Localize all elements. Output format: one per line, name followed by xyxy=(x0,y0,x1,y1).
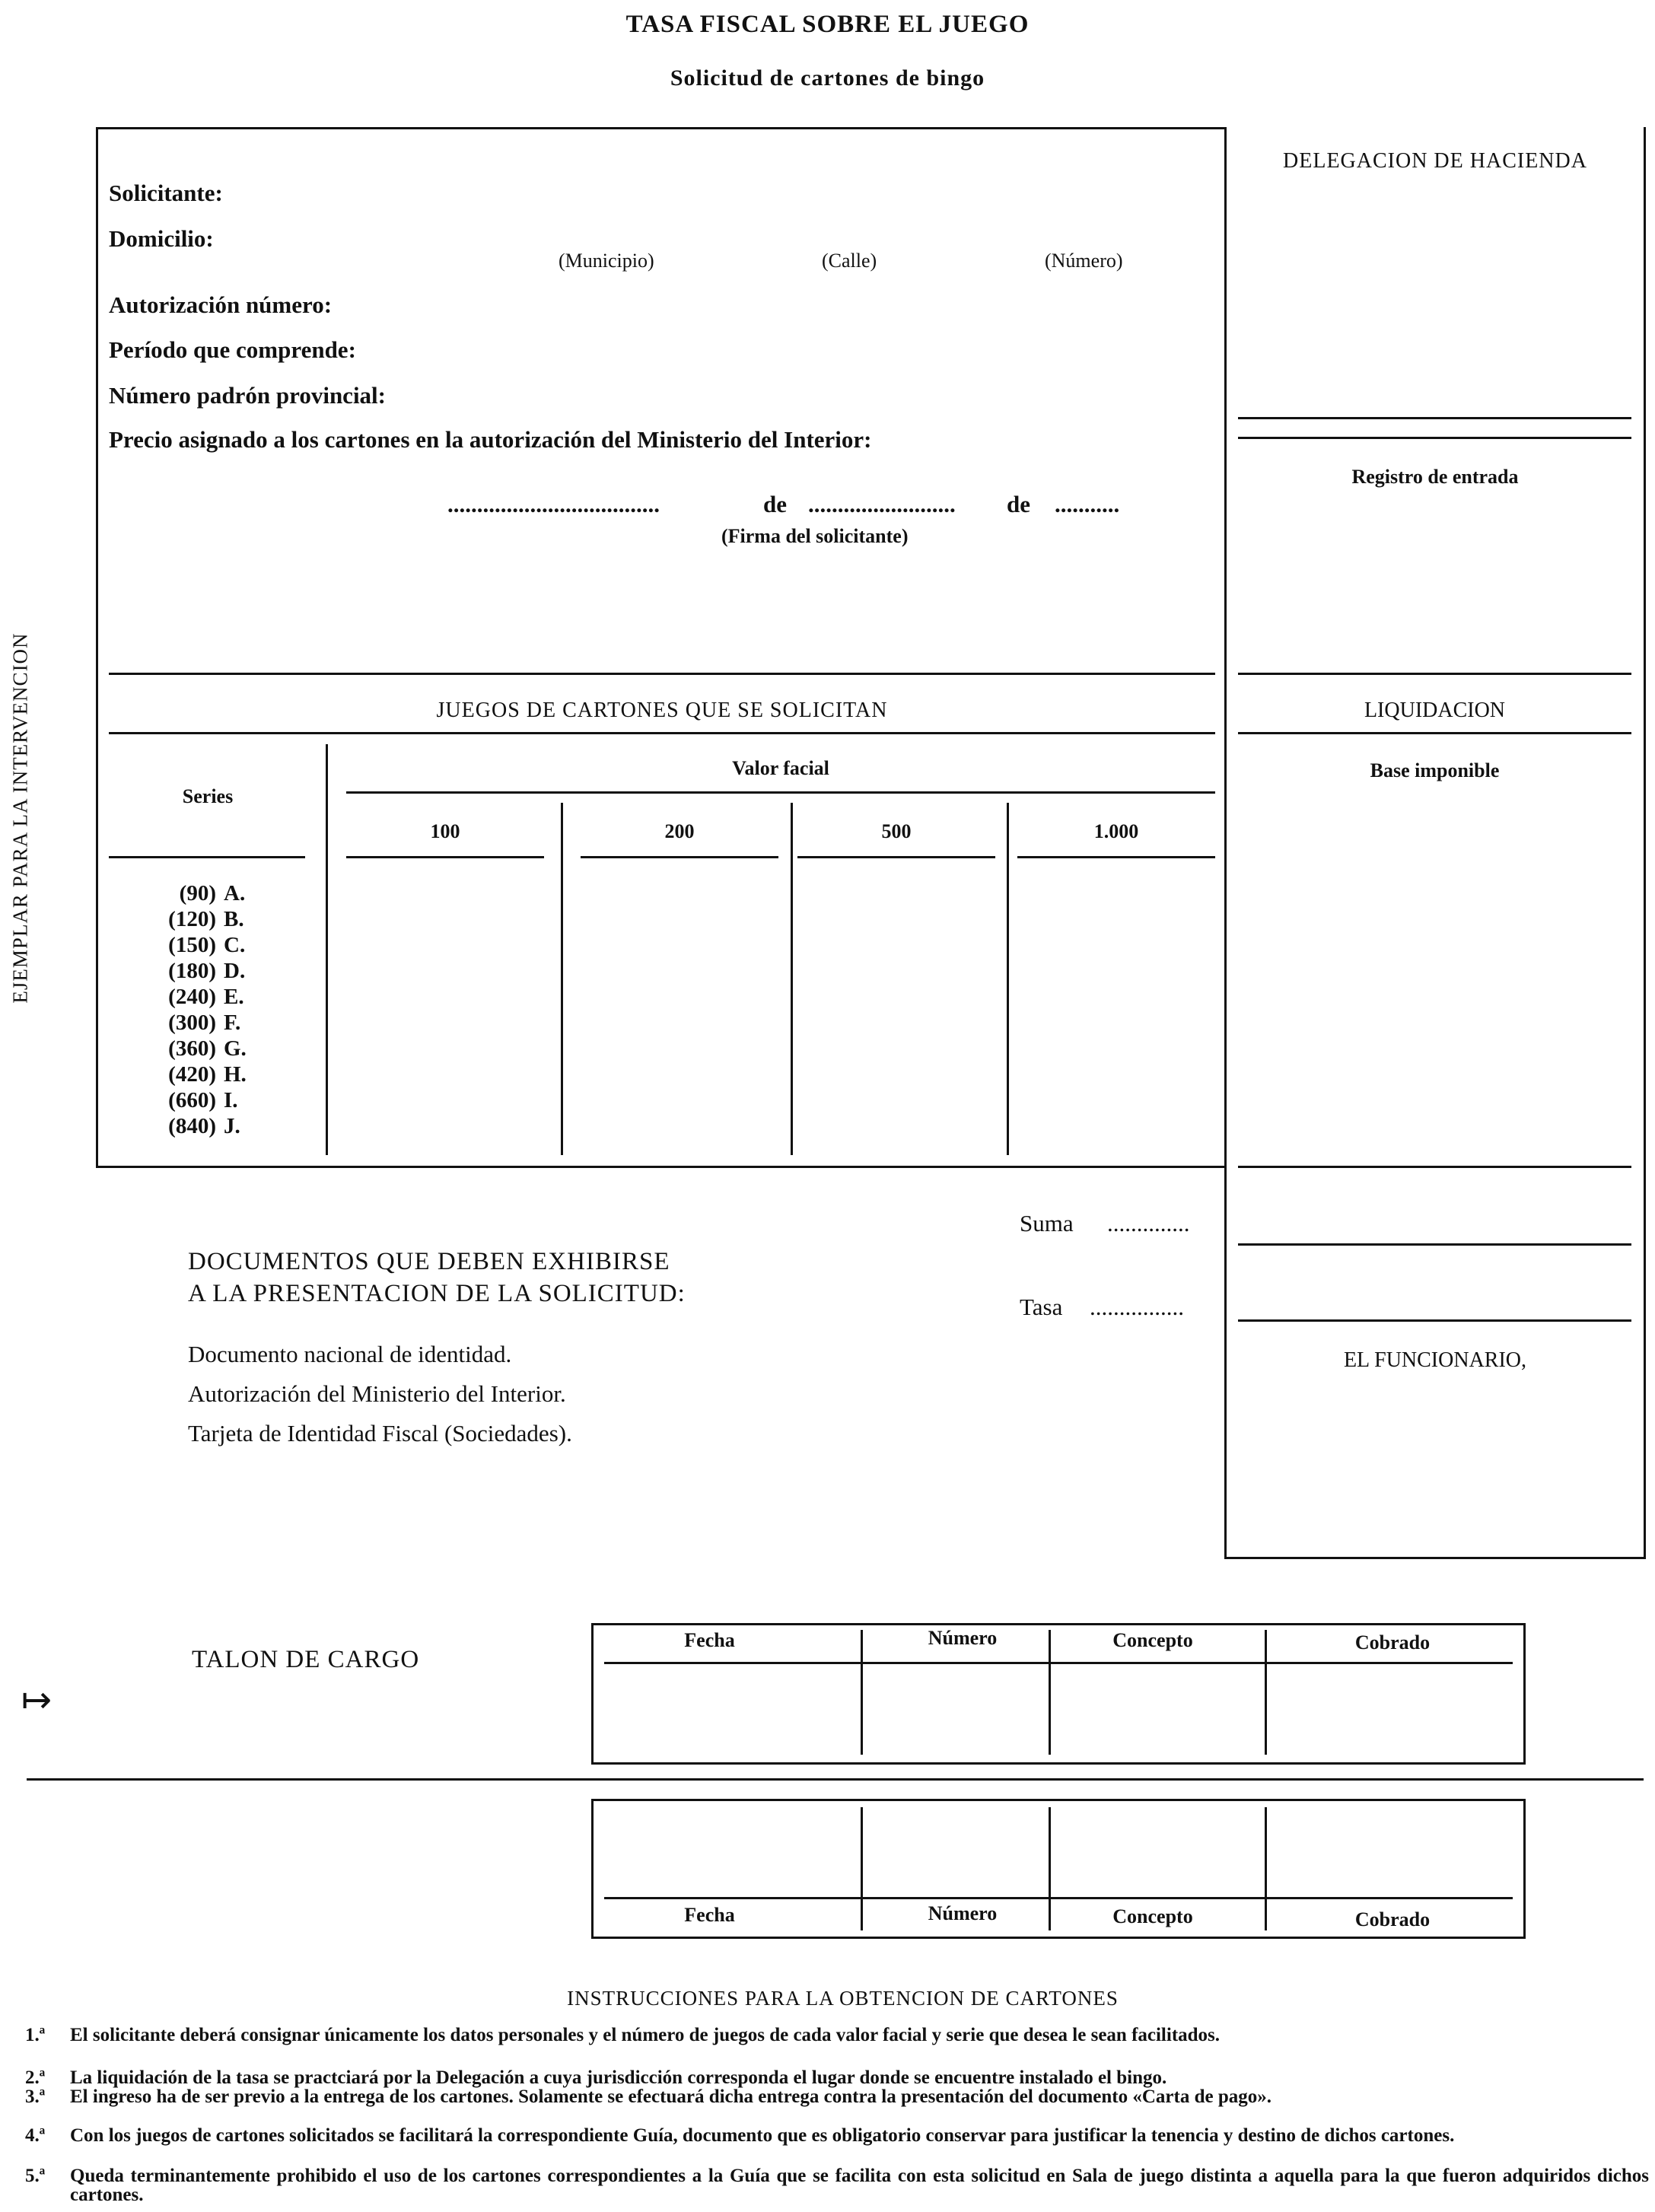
padron-label: Número padrón provincial: xyxy=(109,382,386,409)
delegacion-rule-2 xyxy=(1238,437,1631,439)
fecha-dots-2: ......................... xyxy=(808,491,956,517)
talon-upper-concepto: Concepto xyxy=(1112,1629,1193,1651)
documento-item: Tarjeta de Identidad Fiscal (Sociedades). xyxy=(188,1420,572,1447)
talon-upper-div-2 xyxy=(1049,1630,1051,1755)
valor-facial-label: Valor facial xyxy=(732,757,829,779)
domicilio-label: Domicilio: xyxy=(109,225,214,252)
tasa-dots: ................ xyxy=(1090,1294,1184,1320)
fecha-dots-3: ........... xyxy=(1055,491,1120,517)
series-row: (180) D. xyxy=(168,959,246,983)
calle-caption: (Calle) xyxy=(822,250,877,272)
series-row: (90) A. xyxy=(179,881,246,905)
series-row: (360) G. xyxy=(168,1036,247,1061)
registro-label: Registro de entrada xyxy=(1351,466,1519,488)
liquidacion-rule-3 xyxy=(1238,1319,1631,1322)
documentos-heading-1: DOCUMENTOS QUE DEBEN EXHIBIRSE xyxy=(188,1248,670,1275)
main-bottom-border xyxy=(96,1166,1227,1168)
talon-lower-concepto: Concepto xyxy=(1112,1905,1193,1927)
talon-upper-div-1 xyxy=(861,1630,863,1755)
talon-upper-rule xyxy=(604,1662,1513,1664)
base-imponible-label: Base imponible xyxy=(1370,759,1500,781)
main-top-border xyxy=(96,127,1227,129)
instruccion-text: La liquidación de la tasa se practciará por la Delegación a cuya jurisdicción corresponda el lugar donde se encuentre instalado el bingo. xyxy=(70,2067,1167,2088)
series-divider xyxy=(326,744,328,1155)
liquidacion-top-rule xyxy=(1238,673,1631,675)
valor-facial-rule xyxy=(346,791,1215,794)
autorizacion-label: Autorización número: xyxy=(109,291,333,318)
documento-item: Documento nacional de identidad. xyxy=(188,1341,512,1367)
col-rule-200 xyxy=(581,856,778,858)
series-row: (840) J. xyxy=(168,1114,240,1138)
valor-200: 200 xyxy=(664,820,695,842)
liquidacion-heading: LIQUIDACION xyxy=(1364,699,1506,722)
form-title: TASA FISCAL SOBRE EL JUEGO xyxy=(625,11,1030,38)
valor-500: 500 xyxy=(881,820,912,842)
cut-arrow-icon: ↦ xyxy=(21,1679,53,1721)
right-bottom-border xyxy=(1224,1557,1646,1559)
periodo-label: Período que comprende: xyxy=(109,336,356,363)
series-rule xyxy=(109,856,305,858)
talon-label: TALON DE CARGO xyxy=(192,1646,420,1673)
talon-lower-div-1 xyxy=(861,1807,863,1930)
series-row: (300) F. xyxy=(168,1011,241,1035)
juegos-bottom-rule xyxy=(109,732,1215,734)
fecha-de-1: de xyxy=(763,491,787,517)
series-row: (660) I. xyxy=(168,1088,238,1112)
instruccion-number: 2.ª xyxy=(25,2067,46,2088)
liquidacion-rule-2 xyxy=(1238,1243,1631,1246)
fecha-de-2: de xyxy=(1007,491,1030,517)
talon-upper-cobrado: Cobrado xyxy=(1354,1631,1431,1653)
tasa-label: Tasa xyxy=(1020,1294,1063,1320)
col-divider-3 xyxy=(1007,803,1009,1155)
juegos-top-rule xyxy=(109,673,1215,675)
series-row: (150) C. xyxy=(168,933,246,957)
talon-lower-cobrado: Cobrado xyxy=(1354,1908,1431,1930)
suma-label: Suma xyxy=(1020,1210,1074,1236)
series-row: (240) E. xyxy=(168,985,244,1009)
right-border xyxy=(1644,127,1646,1559)
series-row: (120) B. xyxy=(168,907,244,931)
col-rule-100 xyxy=(346,856,544,858)
documento-item: Autorización del Ministerio del Interior. xyxy=(188,1380,566,1407)
fecha-dots-1: .................................... xyxy=(447,491,660,517)
col-rule-1000 xyxy=(1017,856,1215,858)
firma-caption: (Firma del solicitante) xyxy=(721,525,909,547)
liquidacion-rule-1 xyxy=(1238,1166,1631,1168)
instruccion-number: 3.ª xyxy=(25,2086,46,2107)
numero-caption: (Número) xyxy=(1045,250,1123,272)
col-divider-2 xyxy=(791,803,793,1155)
talon-upper-fecha: Fecha xyxy=(684,1629,735,1651)
municipio-caption: (Municipio) xyxy=(559,250,654,272)
middle-divider xyxy=(1224,127,1227,1559)
talon-lower-fecha: Fecha xyxy=(684,1904,735,1926)
talon-upper-div-3 xyxy=(1265,1630,1267,1755)
series-list xyxy=(114,880,251,1139)
liquidacion-bottom-rule xyxy=(1238,732,1631,734)
talon-lower-numero: Número xyxy=(928,1902,998,1924)
main-left-border xyxy=(96,127,98,1168)
instruccion-number: 5.ª xyxy=(25,2166,46,2186)
talon-lower-rule xyxy=(604,1897,1513,1899)
col-divider-1 xyxy=(561,803,563,1155)
cut-line xyxy=(27,1778,1644,1781)
valor-100: 100 xyxy=(430,820,460,842)
delegacion-heading: DELEGACION DE HACIENDA xyxy=(1283,149,1587,173)
talon-upper-numero: Número xyxy=(928,1627,998,1649)
instrucciones-heading: INSTRUCCIONES PARA LA OBTENCION DE CARTONES xyxy=(567,1987,1119,2010)
instruccion-text: Queda terminantemente prohibido el uso de los cartones correspondientes a la Guía que se facilita con esta solicitud en Sala de juego distinta a aquella para la que fueron adquiridos dichos cartones. xyxy=(70,2166,1649,2205)
side-label: EJEMPLAR PARA LA INTERVENCION xyxy=(8,632,32,1004)
instruccion-number: 1.ª xyxy=(25,2025,46,2045)
valor-1000: 1.000 xyxy=(1093,820,1139,842)
instruccion-text: Con los juegos de cartones solicitados se facilitará la correspondiente Guía, documento que es obligatorio conservar para justificar la tenencia y destino de dichos cartones. xyxy=(70,2125,1455,2146)
suma-dots: .............. xyxy=(1107,1210,1190,1236)
instruccion-text: El solicitante deberá consignar únicamente los datos personales y el número de juegos de cada valor facial y serie que desea le sean facilitados. xyxy=(70,2025,1221,2045)
instruccion-text: El ingreso ha de ser previo a la entrega de los cartones. Solamente se efectuará dicha entrega contra la presentación del documento «Carta de pago». xyxy=(70,2086,1272,2107)
delegacion-rule-1 xyxy=(1238,417,1631,419)
juegos-heading: JUEGOS DE CARTONES QUE SE SOLICITAN xyxy=(436,699,888,722)
series-row: (420) H. xyxy=(168,1062,247,1087)
series-label: Series xyxy=(182,785,234,807)
talon-lower-div-3 xyxy=(1265,1807,1267,1930)
instruccion-number: 4.ª xyxy=(25,2125,46,2146)
documentos-heading-2: A LA PRESENTACION DE LA SOLICITUD: xyxy=(188,1280,686,1307)
form-subtitle: Solicitud de cartones de bingo xyxy=(670,65,985,91)
col-rule-500 xyxy=(797,856,995,858)
solicitante-label: Solicitante: xyxy=(109,180,223,206)
precio-label: Precio asignado a los cartones en la autorización del Ministerio del Interior: xyxy=(109,426,872,453)
funcionario-label: EL FUNCIONARIO, xyxy=(1343,1348,1527,1372)
